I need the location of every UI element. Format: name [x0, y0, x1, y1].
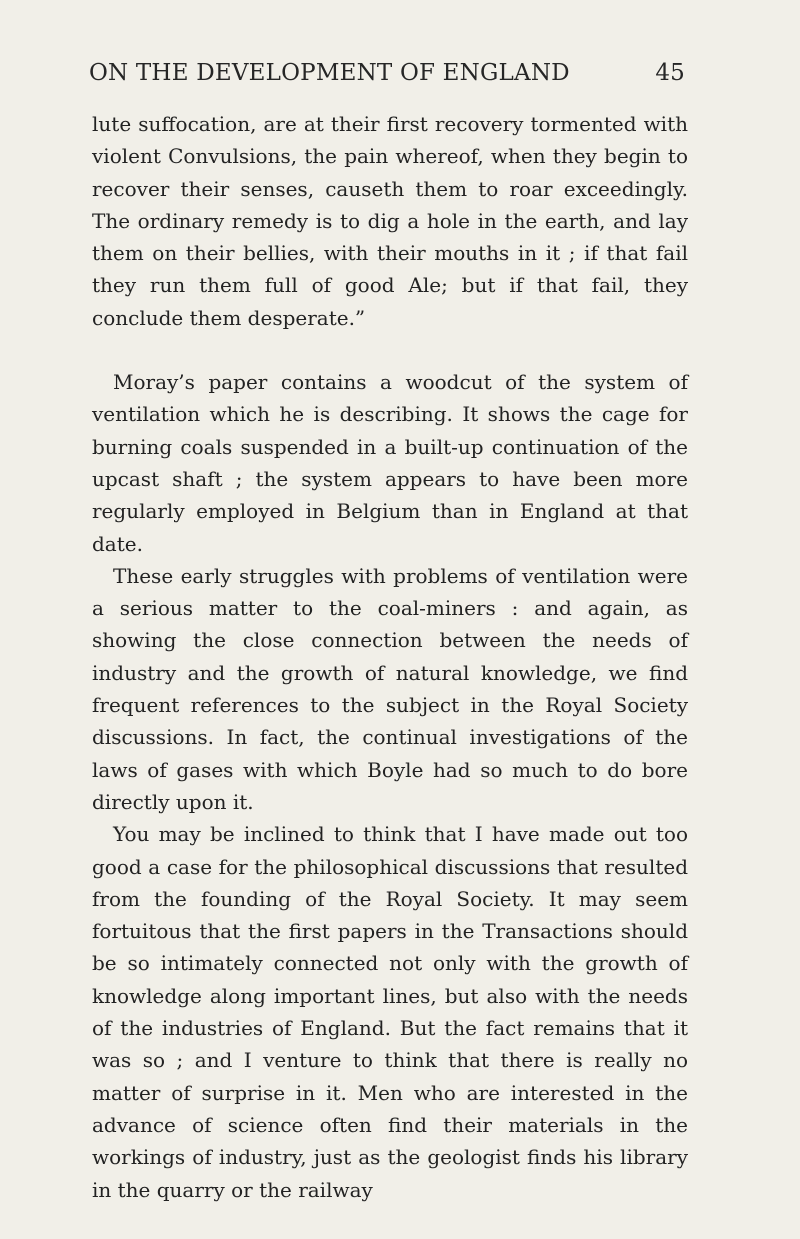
- paragraph-continuation: lute suffocation, are at their first recovery tormented with violent Convulsions, the pain whereof, when they begin to recover their senses, causeth them to roar exceedingly. The ordinary remedy is to dig a hole in the earth, and lay them on their bellies, with their mouths in it ; if that fail they run them full of good Ale; but if that fail, they conclude them desperate.”: [92, 112, 688, 330]
- paragraph-moray-paper: Moray’s paper contains a woodcut of the system of ventilation which he is describing. It shows the cage for burning coals suspended in a built-up continuation of the upcast shaft ; the system appears to have been more regularly employed in Belgium than in England at that date.: [92, 370, 688, 556]
- body-text: [92, 108, 688, 1206]
- running-head: [89, 60, 685, 104]
- page-number: 45: [655, 60, 685, 86]
- running-title: ON THE DEVELOPMENT OF ENGLAND: [89, 60, 570, 86]
- paragraph-ventilation-problems: These early struggles with problems of ventilation were a serious matter to the coal-miners : and again, as showing the close connection between the needs of industry and the growth of natural knowledge, we find frequent references to the subject in the Royal Society discussions. In fact, the continual investigations of the laws of gases with which Boyle had so much to do bore directly upon it.: [92, 563, 688, 814]
- paragraph-royal-society-case: You may be inclined to think that I have made out too good a case for the philosophical discussions that resulted from the founding of the Royal Society. It may seem fortuitous that the first papers in the Transactions should be so intimately connected not only with the growth of knowledge along important lines, but also with the needs of the industries of England. But the fact remains that it was so ; and I venture to think that there is really no matter of surprise in it. Men who are interested in the advance of science often find their materials in the workings of industry, just as the geologist finds his library in the quarry or the railway: [92, 822, 688, 1202]
